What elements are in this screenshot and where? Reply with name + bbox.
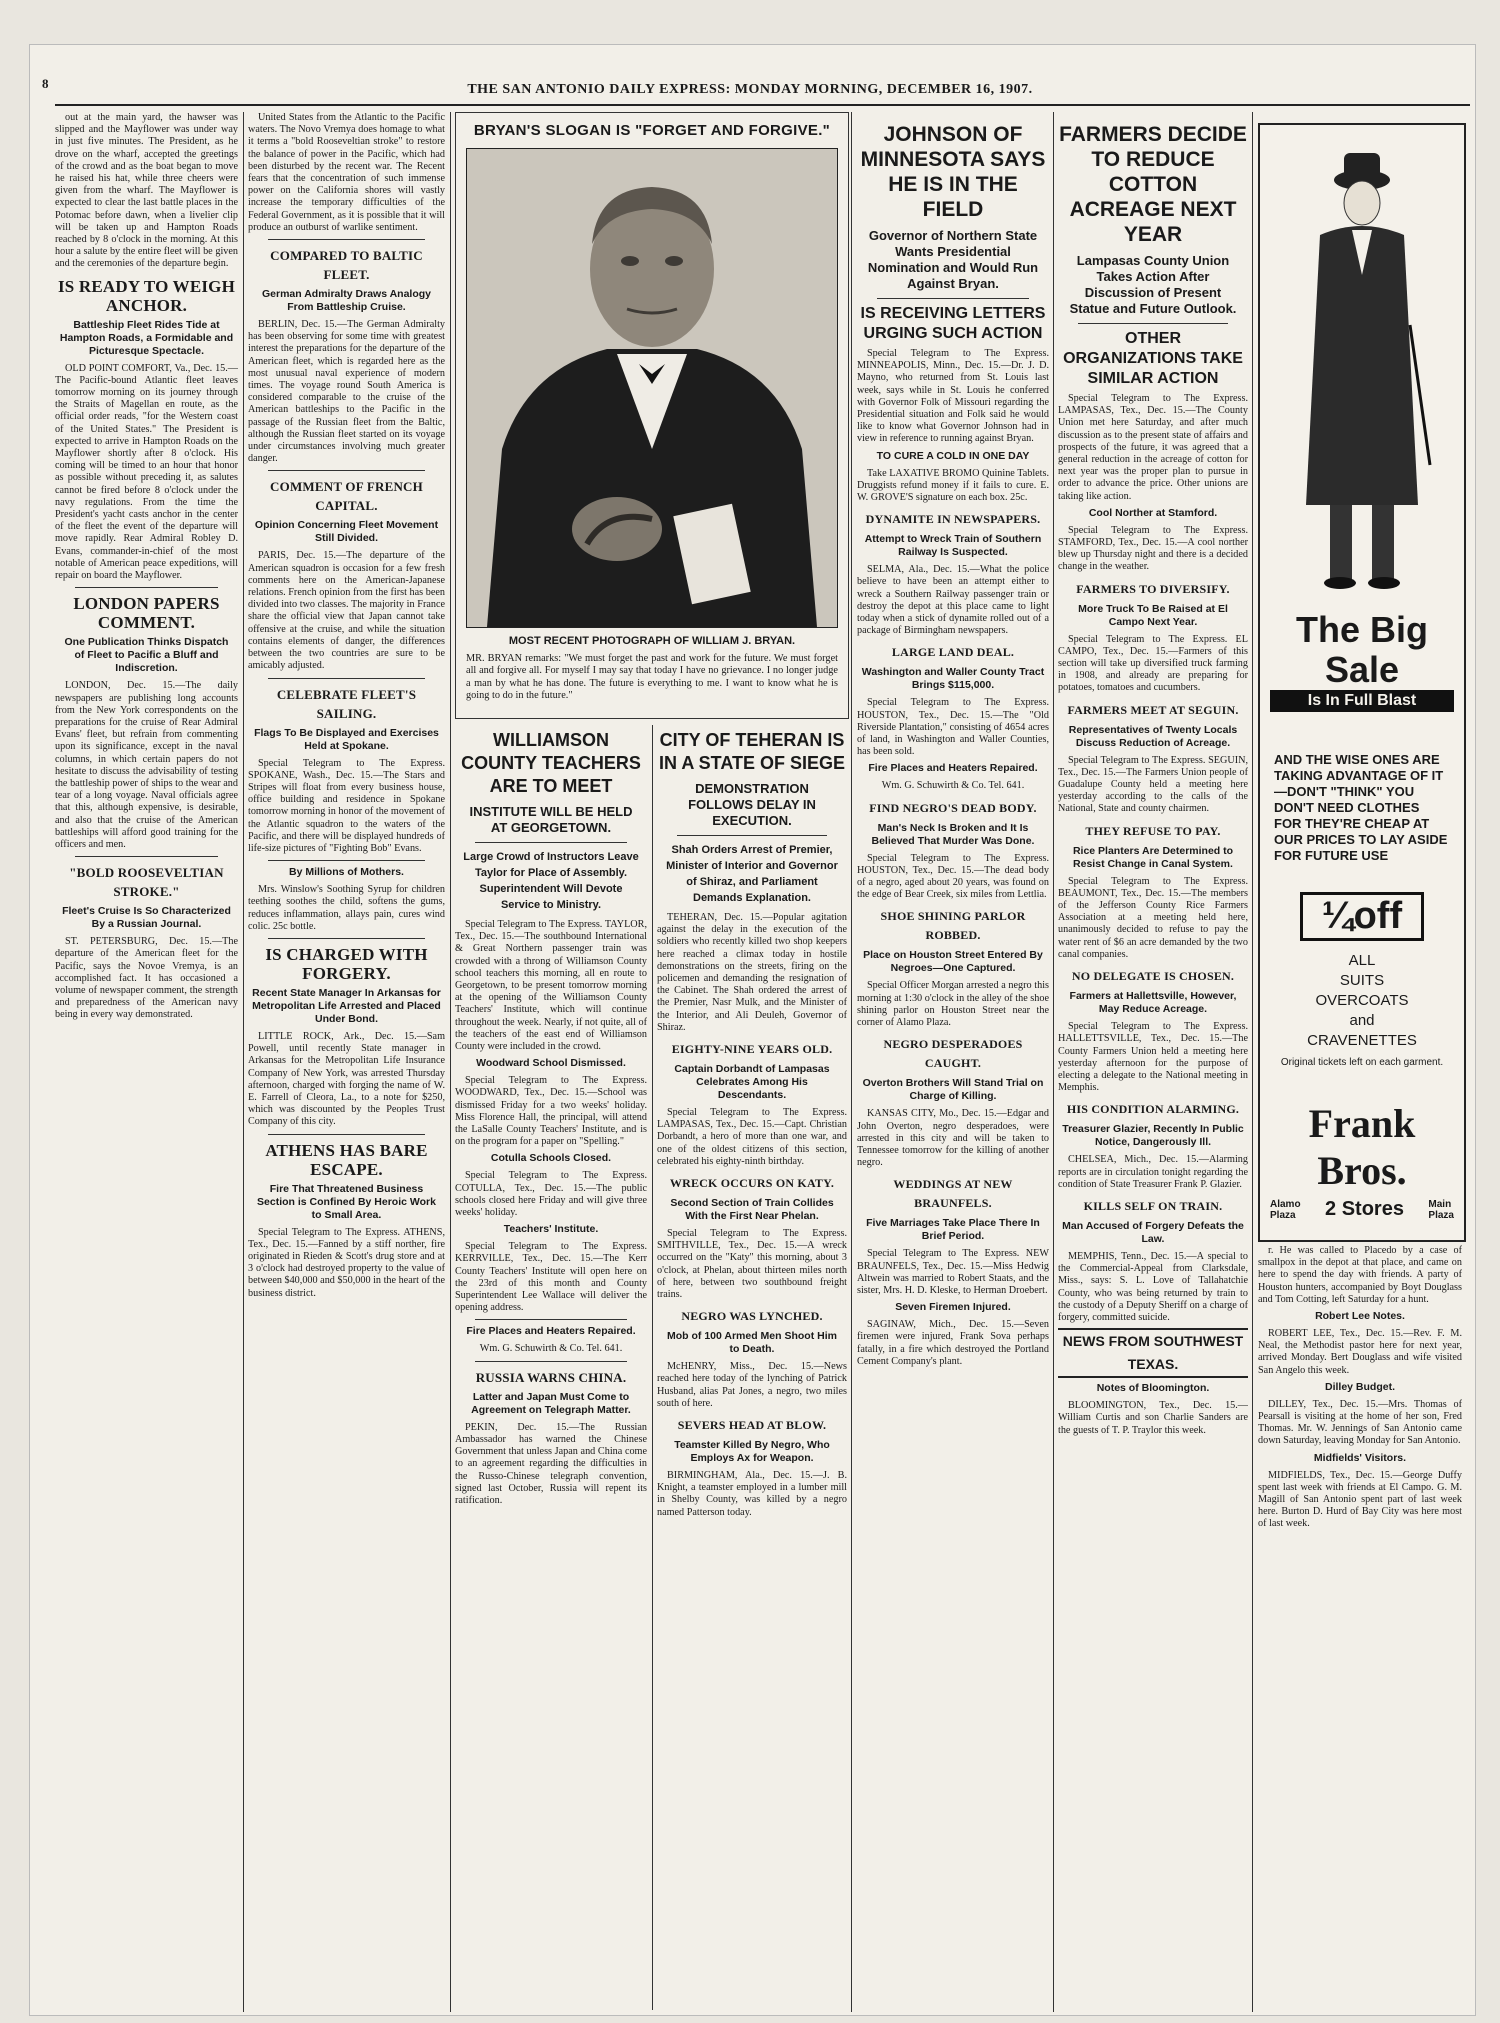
subheadline: Overton Brothers Will Stand Trial on Charge of Killing. xyxy=(862,1077,1044,1103)
ad-note: Original tickets left on each garment. xyxy=(1280,1057,1444,1068)
article-text: LITTLE ROCK, Ark., Dec. 15.—Sam Powell, until recently State manager in Arkansas for the Metropolitan Life Insurance Company of New York, was arrested Thursday afternoon, charged with forging the name of W. E. Farrell of Cleora, La., to a note for $250, which was discounted by the Peoples Trust Company of this city. xyxy=(248,1030,445,1128)
subheadline: Place on Houston Street Entered By Negroes—One Captured. xyxy=(863,949,1043,975)
divider xyxy=(268,860,425,861)
subheadline: Teachers' Institute. xyxy=(503,1223,599,1236)
article-text: Special Telegram to The Express. HALLETTSVILLE, Tex., Dec. 15.—The County Farmers Union held a meeting here yesterday afternoon for the purpose of electing a delegate to the National meeting in Memphis. xyxy=(1058,1021,1248,1094)
article-text: MIDFIELDS, Tex., Dec. 15.—George Duffy spent last week with friends at El Campo. G. M. Magill of San Antonio spent part of last week here. Burton D. Hurd of Bay City was here most of last week. xyxy=(1258,1469,1462,1530)
article-text: SAGINAW, Mich., Dec. 15.—Seven firemen were injured, Frank Sova perhaps fatally, in a fire which destroyed the Portland Cement Company's plant. xyxy=(857,1319,1049,1367)
subheadline: Farmers at Hallettsville, However, May Reduce Acreage. xyxy=(1069,990,1237,1016)
headline: FARMERS TO DIVERSIFY. xyxy=(1076,581,1230,596)
headline: CELEBRATE FLEET'S SAILING. xyxy=(276,686,417,721)
article-text: United States from the Atlantic to the Pacific waters. The Novo Vremya does homage to what it terms a "bold Rooseveltian stroke" to restore the balance of power in the Pacific, which had been disturbed by the recent war. The Recent fears that the concentration of such immense power on the California shores will vastly increase the temporary difficulties of the Federal Government, as it is possible that it will produce an outburst of warlike sentiment. xyxy=(248,112,445,233)
article-text: Take LAXATIVE BROMO Quinine Tablets. Druggists refund money if it fails to cure. E. W. GROVE'S signature on each box. 25c. xyxy=(857,467,1049,504)
headline: NO DELEGATE IS CHOSEN. xyxy=(1071,969,1235,984)
subheadline: Recent State Manager In Arkansas for Metropolitan Life Arrested and Placed Under Bond. xyxy=(252,986,441,1025)
article-text: SELMA, Ala., Dec. 15.—What the police believe to have been an attempt either to wreck a Southern Railway passenger train or destroy the depot at this place came to light today when a stick of dynamite rolled out of a package of Birmingham newspapers. xyxy=(857,564,1049,637)
headline: FIND NEGRO'S DEAD BODY. xyxy=(869,800,1037,815)
subheadline: Robert Lee Notes. xyxy=(1315,1310,1405,1323)
article-text: MEMPHIS, Tenn., Dec. 15.—A special to the Commercial-Appeal from Clarksdale, Miss., says: S. L. Love of Tallahatchie County, who was being returned by train to the custody of a Deputy Sheriff on a charge of forgery, committed suicide. xyxy=(1058,1250,1248,1323)
masthead-rule xyxy=(55,104,1470,106)
headline: OTHER ORGANIZATIONS TAKE SIMILAR ACTION xyxy=(1063,330,1243,387)
divider xyxy=(475,1319,627,1320)
headline: FARMERS DECIDE TO REDUCE COTTON ACREAGE NEXT YEAR xyxy=(1059,123,1247,246)
subheadline: Fleet's Cruise Is So Characterized By a Russian Journal. xyxy=(62,905,231,931)
divider xyxy=(75,587,218,588)
ad-item: ALL xyxy=(1348,952,1376,969)
column-3 xyxy=(455,725,647,2010)
headline: WEDDINGS AT NEW BRAUNFELS. xyxy=(893,1177,1013,1211)
section-header: NEWS FROM SOUTHWEST TEXAS. xyxy=(1058,1328,1248,1378)
headline: JOHNSON OF MINNESOTA SAYS HE IS IN THE FIELD xyxy=(860,123,1046,221)
article-text: ROBERT LEE, Tex., Dec. 15.—Rev. F. M. Neal, the Methodist pastor here for next year, arrived Monday. Bert Douglass and wife visited San Angelo this week. xyxy=(1258,1328,1462,1376)
subheadline: Rice Planters Are Determined to Resist Change in Canal System. xyxy=(1072,844,1234,870)
divider xyxy=(268,938,425,939)
subheadline: Seven Firemen Injured. xyxy=(895,1301,1011,1314)
subheadline: More Truck To Be Raised at El Campo Next Year. xyxy=(1078,602,1228,628)
headline: FARMERS MEET AT SEGUIN. xyxy=(1067,702,1239,717)
page-number: 8 xyxy=(42,76,49,91)
location-main: Main Plaza xyxy=(1428,1198,1454,1221)
headline: CITY OF TEHERAN IS IN A STATE OF SIEGE xyxy=(658,730,845,773)
ad-item-list xyxy=(1260,951,1464,1051)
article-text: Special Telegram to The Express. LAMPASAS, Tex., Dec. 15.—Capt. Christian Dorbandt, a hero of more than one war, and one of the oldest citizens of this section, celebrated his eighty-ninth birthday. xyxy=(657,1107,847,1167)
divider xyxy=(677,835,827,836)
article-text: Special Telegram to The Express. MINNEAPOLIS, Minn., Dec. 15.—Dr. J. D. Mayno, who returned from St. Louis last week, says while in St. Louis he conferred with Governor Folk of Missouri regarding the Presidential situation and Folk said he would like to know what Governor Johnson had in view in reference to running against Bryan. xyxy=(857,348,1049,445)
portrait-illustration xyxy=(467,149,837,627)
subheadline: Large Crowd of Instructors Leave Taylor for Place of Assembly. Superintendent Will Devote Service to Ministry. xyxy=(463,851,639,911)
subheadline: Man's Neck Is Broken and It Is Believed That Murder Was Done. xyxy=(871,821,1035,847)
masthead: THE SAN ANTONIO DAILY EXPRESS: MONDAY MORNING, DECEMBER 16, 1907. xyxy=(467,82,1033,97)
article-text: Special Telegram to The Express. HOUSTON, Tex., Dec. 15.—The "Old Riverside Plantation," consisting of 4654 acres of land, in Washington and Waller Counties, has been sold. xyxy=(857,697,1049,758)
subheadline: Attempt to Wreck Train of Southern Railway Is Suspected. xyxy=(864,533,1042,559)
article-text: Special Telegram to The Express. TAYLOR, Tex., Dec. 15.—The southbound International & Great Northern passenger train was crowded with a throng of Williamson County school teachers this morning, all en route to Georgetown, to be present tomorrow morning at the opening of the Williamson County Teachers' Institute, which will continue throughout the week. Nearly, if not quite, all of the teachers of the east end of Williamson County were included in the crowd. xyxy=(455,919,647,1053)
headline: IS CHARGED WITH FORGERY. xyxy=(265,944,428,983)
article-text: TEHERAN, Dec. 15.—Popular agitation against the delay in the execution of the soldiers who recently killed two shop keepers here reached a climax today in hostile demonstrations on the streets, firing on the policemen and demanding the resignation of the Cabinet. The Shah ordered the arrest of the Premier, Nasr Mulk, and the Minister of the Interior, and Ali Deuleh, Governor of Shiraz. xyxy=(657,912,847,1033)
divider xyxy=(475,1361,627,1362)
subheadline: Lampasas County Union Takes Action After Discussion of Present Statue and Future Outlook. xyxy=(1069,253,1237,316)
article-text: Special Telegram to The Express. EL CAMPO, Tex., Dec. 15.—Farmers of this section will take up diversified truck farming in 1908, and already are preparing for potatoes, tomatoes and cucumbers. xyxy=(1058,633,1248,694)
article-text: Special Telegram to The Express. HOUSTON, Tex., Dec. 15.—The dead body of a negro, aged about 20 years, was found on the edge of Bear Creek, six miles from Lettlia. xyxy=(857,852,1049,901)
subheadline: Governor of Northern State Wants Presidential Nomination and Would Run Against Bryan. xyxy=(867,228,1039,291)
store-locations xyxy=(1270,1198,1454,1221)
ad-copy: AND THE WISE ONES ARE TAKING ADVANTAGE OF IT—DON'T "THINK" YOU DON'T NEED CLOTHES FOR THEY'RE CHEAP AT OUR PRICES TO LAY ASIDE FOR FUTURE USE xyxy=(1274,752,1448,863)
headline: COMMENT OF FRENCH CAPITAL. xyxy=(270,479,423,514)
article-text: BIRMINGHAM, Ala., Dec. 15.—J. B. Knight, a teamster employed in a lumber mill in Shelby County, was killed by a negro named Patterson today. xyxy=(657,1470,847,1518)
ad-item: OVERCOATS xyxy=(1315,992,1409,1009)
location-alamo: Alamo Plaza xyxy=(1270,1198,1301,1221)
subheadline: DEMONSTRATION FOLLOWS DELAY IN EXECUTION. xyxy=(688,781,816,828)
photo-caption-title: MOST RECENT PHOTOGRAPH OF WILLIAM J. BRYAN. xyxy=(508,635,796,647)
subheadline: Battleship Fleet Rides Tide at Hampton Roads, a Formidable and Picturesque Spectacle. xyxy=(59,318,234,357)
advertisement: Fire Places and Heaters Repaired. xyxy=(868,762,1038,775)
subheadline: Fire That Threatened Business Section is Confined By Heroic Work to Small Area. xyxy=(257,1182,436,1221)
headline: NEGRO DESPERADOES CAUGHT. xyxy=(883,1037,1023,1071)
article-text: Special Telegram to The Express. BEAUMONT, Tex., Dec. 15.—The members of the Jefferson County Rice Farmers Association at a meeting held here, unanimously decided to refuse to pay the water rent of $6 an acre demanded by the two canal companies. xyxy=(1058,875,1248,960)
divider xyxy=(75,856,218,857)
subheadline: Man Accused of Forgery Defeats the Law. xyxy=(1062,1219,1244,1245)
subheadline: Mob of 100 Armed Men Shoot Him to Death. xyxy=(667,1330,837,1356)
column-6 xyxy=(1058,112,1248,2012)
advertisement-text: Wm. G. Schuwirth & Co. Tel. 641. xyxy=(881,780,1025,792)
subheadline: Cool Norther at Stamford. xyxy=(1088,506,1218,519)
divider xyxy=(268,678,425,679)
headline: "BOLD ROOSEVELTIAN STROKE." xyxy=(69,865,224,900)
article-text: Special Telegram to The Express. NEW BRAUNFELS, Tex., Dec. 15.—Miss Hedwig Altwein was married to Robert Staats, and the sister, Mrs. H. D. Kleske, to Herman Droebert. xyxy=(857,1248,1049,1296)
article-text: McHENRY, Miss., Dec. 15.—News reached here today of the lynching of Patrick Husband, alias Pat Jones, a negro, two miles south of here. xyxy=(657,1361,847,1409)
ad-item: SUITS xyxy=(1339,972,1385,989)
article-text: Special Telegram to The Express. SMITHVILLE, Tex., Dec. 15.—A wreck occurred on the "Katy" this morning, about 3 o'clock, at Phelan, about thirteen miles north of here, between two southbound freight trains. xyxy=(657,1228,847,1301)
column-rule xyxy=(450,112,451,2012)
subheadline: Treasurer Glazier, Recently In Public Notice, Dangerously Ill. xyxy=(1062,1123,1244,1149)
advertisement-text: Wm. G. Schuwirth & Co. Tel. 641. xyxy=(479,1343,623,1355)
headline: THEY REFUSE TO PAY. xyxy=(1085,823,1221,838)
article-text: Special Telegram to The Express. LAMPASAS, Tex., Dec. 15.—The County Union met here Saturday, and after much discussion as to the present state of affairs and prospects of the future, it was agreed that a general reduction in the acreage of cotton for next year was the proper plan to pursue in order to advance the price. Other unions are taking like action. xyxy=(1058,393,1248,502)
column-rule xyxy=(652,725,653,2010)
column-2 xyxy=(248,112,445,2012)
column-rule xyxy=(1053,112,1054,2012)
article-text: Special Telegram to The Express. WOODWARD, Tex., Dec. 15.—School was dismissed Friday for a two weeks' holiday. Miss Florence Hall, the principal, will attend the LaSalle County Teachers' Institute, and is on the program for a paper on "Spelling." xyxy=(455,1075,647,1148)
article-text: Special Telegram to The Express. STAMFORD, Tex., Dec. 15.—A cool norther blew up Thursday night and there is a decided change in the weather. xyxy=(1058,524,1248,573)
headline: EIGHTY-NINE YEARS OLD. xyxy=(671,1042,833,1057)
subheadline: Second Section of Train Collides With the First Near Phelan. xyxy=(670,1197,834,1223)
subheadline: Woodward School Dismissed. xyxy=(476,1057,626,1070)
article-text: out at the main yard, the hawser was slipped and the Mayflower was under way in just five minutes. The President, as he drove on the wharf, accepted the greetings of the crowd and as the boat began to move he raised his hat, while three cheers were given from the wharf. The Mayflower is expected to clear the last battle places in the Potomac before dawn, when a livelier clip will be taken up and Hampton Roads reached by 8 o'clock in the morning. At this hour a salute by the entire fleet will be given and the ceremonies of the departure begin. xyxy=(55,112,238,270)
photo-caption: MR. BRYAN remarks: "We must forget the past and work for the future. We must forget all and forgive all. For myself I may say that today I have no grievance. I no longer judge a man by what he has done. The future is everything to me. I want to know what he is going to do in the future." xyxy=(466,653,838,701)
bryan-portrait xyxy=(466,148,838,628)
article-text: Mrs. Winslow's Soothing Syrup for children teething soothes the child, softens the gums, reduces inflammation, allays pain, cures wind colic. 25c bottle. xyxy=(248,884,445,932)
article-text: BLOOMINGTON, Tex., Dec. 15.—William Curtis and son Charlie Sanders are the guests of T. P. Traylor this week. xyxy=(1058,1400,1248,1436)
headline: IS RECEIVING LETTERS URGING SUCH ACTION xyxy=(860,305,1046,342)
divider xyxy=(268,470,425,471)
subheadline: Notes of Bloomington. xyxy=(1096,1382,1210,1395)
article-text: Special Telegram to The Express. KERRVILLE, Tex., Dec. 15.—The Kerr County Teachers' Institute will open here on the 23rd of this month and County Superintendent Lee Wallace will deliver the opening address. xyxy=(455,1241,647,1314)
column-rule xyxy=(851,112,852,2012)
subheadline: Five Marriages Take Place There In Brief Period. xyxy=(866,1217,1040,1243)
subheadline: Midfields' Visitors. xyxy=(1313,1451,1407,1464)
article-text: PARIS, Dec. 15.—The departure of the American squadron is occasion for a few fresh comments here on the American-Japanese relations. French opinion from the first has been divided into two classes. The majority in France share the official view that Japan cannot take offensive at the cruise, and while the situation contains elements of danger, the differences between the two countries are sure to be amicably adjusted. xyxy=(248,550,445,672)
article-text: BERLIN, Dec. 15.—The German Admiralty has been observing for some time with greatest interest the preparations for the departure of the American fleet, which is regarded here as the most unusual naval experience of modern times. The voyage round South America is considered comparable to the cruise of the American battleships to the Pacific in the passage of the Russian fleet from the Baltic, although the Russian fleet started on its voyage under circumstances involving much greater danger. xyxy=(248,319,445,465)
headline: KILLS SELF ON TRAIN. xyxy=(1083,1198,1223,1213)
frank-bros-advertisement xyxy=(1258,123,1466,1242)
store-count: 2 Stores xyxy=(1325,1198,1404,1220)
divider xyxy=(268,239,425,240)
subheadline: Cotulla Schools Closed. xyxy=(490,1152,612,1165)
headline: IS READY TO WEIGH ANCHOR. xyxy=(57,276,236,315)
subheadline: Teamster Killed By Negro, Who Employs Ax for Weapon. xyxy=(674,1439,830,1465)
subheadline: INSTITUTE WILL BE HELD AT GEORGETOWN. xyxy=(469,804,633,835)
headline: ATHENS HAS BARE ESCAPE. xyxy=(265,1140,428,1179)
subheadline: By Millions of Mothers. xyxy=(289,866,404,879)
headline: HIS CONDITION ALARMING. xyxy=(1066,1102,1240,1117)
divider xyxy=(877,298,1029,299)
ad-item: CRAVENETTES xyxy=(1307,1032,1417,1049)
article-text: DILLEY, Tex., Dec. 15.—Mrs. Thomas of Pearsall is visiting at the home of her son, Fred Thomas. Mr. W. Jennings of San Antonio came down Saturday, leaving Monday for San Antonio. xyxy=(1258,1398,1462,1447)
subheadline: TO CURE A COLD IN ONE DAY xyxy=(876,449,1030,462)
article-text: Special Telegram to The Express. ATHENS, Tex., Dec. 15.—Fanned by a stiff norther, fire originated in Rieden & Scott's drug store and at 3 o'clock had destroyed property to the value of between $40,000 and $50,000 in the heart of the business district. xyxy=(248,1226,445,1299)
photo-feature xyxy=(455,112,849,719)
article-text: Special Telegram to The Express. COTULLA, Tex., Dec. 15.—The public schools closed here Friday and will give three weeks' holiday. xyxy=(455,1170,647,1219)
subheadline: One Publication Thinks Dispatch of Fleet to Pacific a Bluff and Indiscretion. xyxy=(64,636,229,675)
subheadline: Washington and Waller County Tract Brings $115,000. xyxy=(861,666,1045,692)
man-in-overcoat-illustration xyxy=(1260,125,1464,605)
ad-headline: The Big Sale xyxy=(1296,609,1428,690)
column-5 xyxy=(857,112,1049,2012)
ad-banner: Is In Full Blast xyxy=(1270,690,1454,712)
ad-item: and xyxy=(1349,1012,1375,1029)
headline: WILLIAMSON COUNTY TEACHERS ARE TO MEET xyxy=(461,730,641,796)
column-rule xyxy=(1252,112,1253,2012)
discount-badge: ¼off xyxy=(1300,892,1424,941)
article-text: Special Officer Morgan arrested a negro this morning at 1:30 o'clock in the alley of the shoe shining parlor on Houston Street near the corner of Alamo Plaza. xyxy=(857,980,1049,1029)
headline: WRECK OCCURS ON KATY. xyxy=(669,1176,835,1191)
divider xyxy=(1078,323,1228,324)
column-1 xyxy=(55,112,238,2012)
headline: COMPARED TO BALTIC FLEET. xyxy=(270,248,423,283)
article-text: CHELSEA, Mich., Dec. 15.—Alarming reports are in circulation tonight regarding the condition of State Treasurer Frank P. Glazier. xyxy=(1058,1154,1248,1190)
column-7 xyxy=(1258,1245,1462,2010)
divider xyxy=(268,1134,425,1135)
subheadline: Shah Orders Arrest of Premier, Minister of Interior and Governor of Shiraz, and Parliament Demands Explanation. xyxy=(666,844,838,904)
headline: SEVERS HEAD AT BLOW. xyxy=(677,1418,827,1433)
subheadline: Captain Dorbandt of Lampasas Celebrates Among His Descendants. xyxy=(674,1063,830,1102)
advertisement: Fire Places and Heaters Repaired. xyxy=(466,1325,636,1338)
article-text: ST. PETERSBURG, Dec. 15.—The departure of the American fleet for the Pacific, says the Novoe Vremya, is an accomplished fact. It has occasioned a volume of newspaper comment, the strength and preparedness of the American navy being in every way demonstrated. xyxy=(55,936,238,1021)
subheadline: German Admiralty Draws Analogy From Battleship Cruise. xyxy=(261,288,432,314)
column-rule xyxy=(243,112,244,2012)
subheadline: Dilley Budget. xyxy=(1324,1380,1395,1393)
article-text: KANSAS CITY, Mo., Dec. 15.—Edgar and John Overton, negro desperadoes, were arrested in this city and will be taken to Tennessee tomorrow for the killing of another negro. xyxy=(857,1108,1049,1169)
article-text: OLD POINT COMFORT, Va., Dec. 15.—The Pacific-bound Atlantic fleet leaves tomorrow morning on its journey through the Straits of Magellan en route, as the official order reads, "for the Western coast of the United States." The President is expected to arrive in Hampton Roads on the Mayflower shortly after 8 o'clock. His coming will be timed to an hour that honor as possible without preceding it, as salutes cannot be fired before 8 o'clock under the navy regulations. From the time the President's yacht casts anchor in the center of the fleet the event of the departure will move rapidly. Rear Admiral Robley D. Evans, commander-in-chief of the most notable of American peace expeditions, will repair on board the Mayflower. xyxy=(55,362,238,582)
article-text: PEKIN, Dec. 15.—The Russian Ambassador has warned the Chinese Government that unless Japan and China come to an agreement regarding the difficulties in the Russo-Chinese telegraph convention, signed last October, Russia will repent its ratification. xyxy=(455,1421,647,1506)
article-text: LONDON, Dec. 15.—The daily newspapers are publishing long accounts from the New York correspondents on the preparations for the cruise of Rear Admiral Evans' fleet, but refrain from commenting upon its significance, except in the naval columns, in which certain papers do not hesitate to discuss the advisability of testing the battleship power of ships to the wear and tear of a long voyage. Naval officials agree that this, although expensive, is desirable, and also that the cruise of the American battleships will afford good training for the officers and men. xyxy=(55,680,238,850)
headline: NEGRO WAS LYNCHED. xyxy=(681,1309,823,1324)
headline: LONDON PAPERS COMMENT. xyxy=(73,594,220,633)
subheadline: Opinion Concerning Fleet Movement Still Divided. xyxy=(254,519,439,545)
article-text: r. He was called to Placedo by a case of smallpox in the depot at that place, and came on here to spend the day with friends. A party of Houston hunters, accompanied by Boyt Douglass and Tom Cotting, left Saturday for a hunt. xyxy=(1258,1245,1462,1305)
subheadline: Flags To Be Displayed and Exercises Held at Spokane. xyxy=(254,726,439,752)
divider xyxy=(475,842,627,843)
headline: LARGE LAND DEAL. xyxy=(891,645,1015,660)
headline: DYNAMITE IN NEWSPAPERS. xyxy=(865,512,1041,527)
article-text: Special Telegram to The Express. SEGUIN, Tex., Dec. 15.—The Farmers Union people of Guadalupe County held a meeting here yesterday according to the calls of the National, State and county chairmen. xyxy=(1058,754,1248,815)
subheadline: Representatives of Twenty Locals Discuss Reduction of Acreage. xyxy=(1068,723,1238,749)
brand-name: Frank Bros. xyxy=(1308,1101,1416,1193)
subheadline: Latter and Japan Must Come to Agreement on Telegraph Matter. xyxy=(471,1390,631,1416)
photo-headline: BRYAN'S SLOGAN IS "FORGET AND FORGIVE." xyxy=(473,122,831,139)
column-4 xyxy=(657,725,847,2010)
article-text: Special Telegram to The Express. SPOKANE, Wash., Dec. 15.—The Stars and Stripes will float from every business house, office building and residence in Spokane tomorrow morning in honor of the movement of the Atlantic squadron to the waters of the Pacific, and there will be displayed hundreds of life-size pictures of "Fighting Bob" Evans. xyxy=(248,757,445,854)
headline: RUSSIA WARNS CHINA. xyxy=(475,1369,627,1385)
headline: SHOE SHINING PARLOR ROBBED. xyxy=(880,909,1026,943)
